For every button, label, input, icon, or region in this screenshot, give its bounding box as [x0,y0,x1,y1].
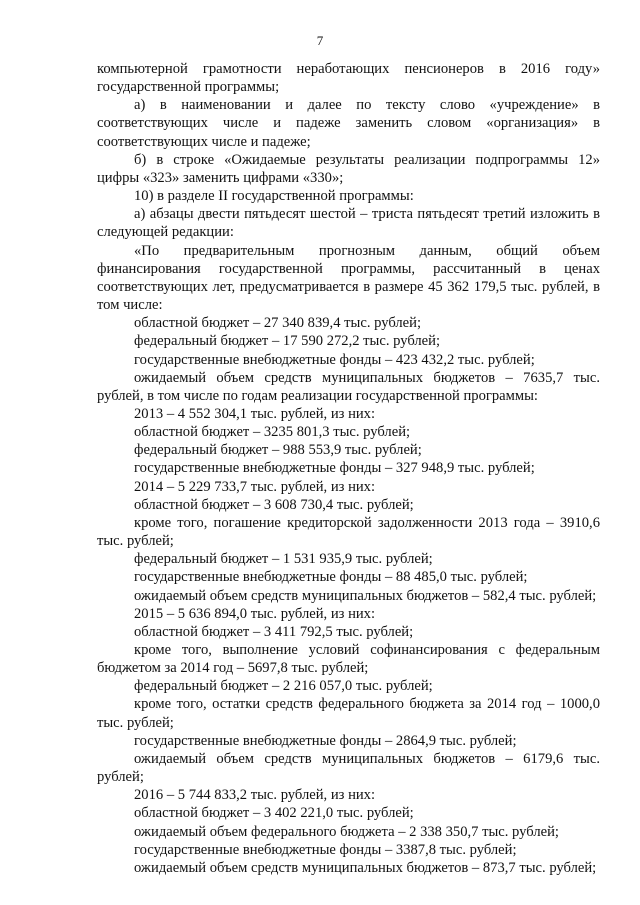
paragraph: федеральный бюджет – 17 590 272,2 тыс. рублей; [134,333,441,350]
paragraph: государственные внебюджетные фонды – 88 485,0 тыс. рублей; [134,569,528,586]
paragraph: федеральный бюджет – 1 531 935,9 тыс. рублей; [134,551,433,568]
paragraph: ожидаемый объем средств муниципальных бюджетов – 873,7 тыс. рублей; [134,859,597,876]
paragraph: 2016 – 5 744 833,2 тыс. рублей, из них: [134,787,376,804]
paragraph: кроме того, выполнение условий софинансирования с федеральным бюджетом за 2014 год – 5697,8 тыс. рублей; [97,642,600,677]
paragraph: ожидаемый объем средств муниципальных бюджетов – 7635,7 тыс. рублей, в том числе по годам реализации государственной программы: [97,369,600,404]
paragraph: государственные внебюджетные фонды – 423 432,2 тыс. рублей; [134,351,535,368]
paragraph: б) в строке «Ожидаемые результаты реализации подпрограммы 12» цифры «323» заменить цифрами «330»; [97,151,600,186]
paragraph: 2015 – 5 636 894,0 тыс. рублей, из них: [134,605,376,622]
paragraph: областной бюджет – 3 402 221,0 тыс. рублей; [134,805,414,822]
paragraph: ожидаемый объем федерального бюджета – 2 338 350,7 тыс. рублей; [134,823,559,840]
paragraph: ожидаемый объем средств муниципальных бюджетов – 6179,6 тыс. рублей; [97,750,600,786]
paragraph: кроме того, остатки средств федерального бюджета за 2014 год – 1000,0 тыс. рублей; [97,696,600,731]
paragraph: областной бюджет – 27 340 839,4 тыс. рублей; [134,315,422,332]
paragraph: компьютерной грамотности неработающих пенсионеров в 2016 году» государственной программы; [97,61,600,96]
paragraph: кроме того, погашение кредиторской задолженности 2013 года – 3910,6 тыс. рублей; [97,514,600,550]
document-body [97,60,600,877]
paragraph: федеральный бюджет – 2 216 057,0 тыс. рублей; [134,678,433,695]
paragraph: государственные внебюджетные фонды – 2864,9 тыс. рублей; [134,732,517,749]
paragraph: областной бюджет – 3235 801,3 тыс. рублей; [134,424,411,441]
paragraph: федеральный бюджет – 988 553,9 тыс. рублей; [134,442,422,459]
paragraph: 2013 – 4 552 304,1 тыс. рублей, из них: [134,405,376,422]
paragraph: областной бюджет – 3 608 730,4 тыс. рублей; [134,496,414,513]
paragraph: 10) в разделе II государственной программы: [134,188,414,205]
paragraph: областной бюджет – 3 411 792,5 тыс. рублей; [134,623,414,640]
paragraph: государственные внебюджетные фонды – 3387,8 тыс. рублей; [134,841,517,858]
paragraph: а) абзацы двести пятьдесят шестой – триста пятьдесят третий изложить в следующей редакции: [97,206,600,241]
paragraph: государственные внебюджетные фонды – 327 948,9 тыс. рублей; [134,460,535,477]
paragraph: 2014 – 5 229 733,7 тыс. рублей, из них: [134,478,376,495]
paragraph: ожидаемый объем средств муниципальных бюджетов – 582,4 тыс. рублей; [134,587,597,604]
paragraph: «По предварительным прогнозным данным, общий объем финансирования государственной программы, рассчитанный в ценах соответствующих лет, предусматривается в размере 45 362 179,5 тыс. рублей, в том числе: [97,242,600,314]
page-number: 7 [316,33,324,48]
paragraph: а) в наименовании и далее по тексту слово «учреждение» в соответствующих числе и падеже заменить словом «организация» в соответствующих числе и падеже; [97,97,600,150]
